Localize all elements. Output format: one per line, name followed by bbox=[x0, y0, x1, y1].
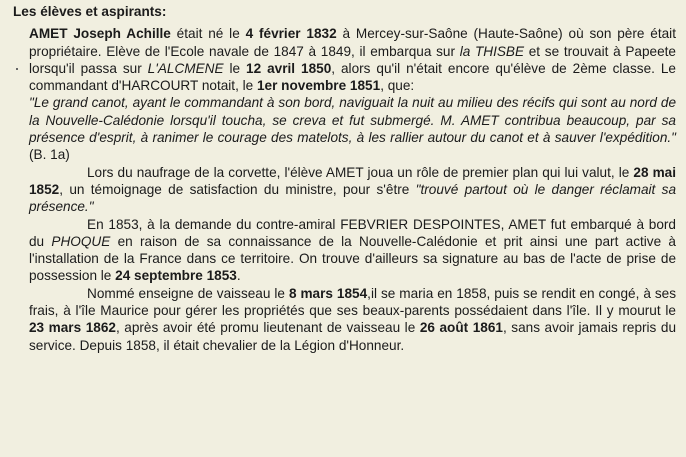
date: 12 avril 1850 bbox=[246, 60, 332, 76]
ship-name: PHOQUE bbox=[51, 233, 111, 249]
person-name: AMET Joseph Achille bbox=[29, 26, 171, 42]
text-run: ,il se maria en 1858, puis se rendit en congé, à ses frais, à l'île Maurice pour gérer les propriétés que ses beaux-parents possédaient dans l'île. Il y mourut le bbox=[29, 285, 677, 319]
text-run: , que: bbox=[380, 78, 415, 94]
paragraph-1 bbox=[29, 25, 676, 163]
date: 26 août 1861 bbox=[419, 320, 503, 336]
date: 1er novembre 1851 bbox=[257, 78, 381, 94]
quotation: "trouvé partout où le danger réclamait sa présence." bbox=[29, 181, 677, 215]
date: 28 mai 1852 bbox=[29, 164, 677, 197]
paragraph-4 bbox=[29, 285, 676, 354]
section-heading: Les élèves et aspirants: bbox=[13, 4, 167, 19]
reference: (B. 1a) bbox=[29, 147, 70, 163]
ship-name: L'ALCMENE bbox=[147, 60, 224, 76]
text-run: et se trouvait à Papeete lorsqu'il passa sur bbox=[29, 43, 676, 76]
text-run: en raison de sa connaissance de la Nouvelle-Calédonie et prit ainsi une part active à l'installation de la France dans ce territoire. On trouve d'ailleurs sa signature au bas de l'acte de prise de possession le bbox=[29, 233, 676, 284]
text-run: le bbox=[223, 60, 247, 76]
quotation: "Le grand canot, ayant le commandant à son bord, naviguait la nuit au milieu des récifs qui sont au nord de la Nouvelle-Calédonie lorsqu'il toucha, se creva et fut submergé. M. AMET contribua beaucoup, par sa présence d'esprit, à ranimer le courage des matelots, à les rallier autour du canot et à sauver l'expédition." bbox=[29, 95, 676, 146]
paragraph-3 bbox=[29, 216, 676, 285]
date: 8 mars 1854 bbox=[288, 285, 368, 301]
text-run: , sans avoir jamais repris du service. Depuis 1858, il était chevalier de la Légion d'Honneur. bbox=[29, 320, 677, 353]
text-run: . bbox=[236, 268, 241, 284]
date: 24 septembre 1853 bbox=[115, 268, 237, 284]
text-run: En 1853, à la demande du contre-amiral FEBVRIER DESPOINTES, AMET fut embarqué à bord du bbox=[29, 216, 676, 249]
paragraph-2 bbox=[29, 164, 676, 216]
text-run: , alors qu'il n'était encore qu'élève de 2ème classe. Le commandant d'HARCOURT notait, le bbox=[29, 60, 676, 94]
text-run: à Mercey-sur-Saône (Haute-Saône) où son père était propriétaire. Elève de l'Ecole navale de 1847 à 1849, il embarqua sur bbox=[29, 26, 676, 59]
ship-name: la THISBE bbox=[459, 43, 525, 59]
margin-mark bbox=[16, 68, 18, 70]
birth-date: 4 février 1832 bbox=[245, 26, 337, 42]
text-run: , après avoir été promu lieutenant de vaisseau le bbox=[115, 320, 420, 336]
date: 23 mars 1862 bbox=[29, 320, 116, 336]
text-run: Lors du naufrage de la corvette, l'élève AMET joua un rôle de premier plan qui lui valut, le bbox=[87, 164, 634, 180]
text-run: Nommé enseigne de vaisseau le bbox=[87, 285, 289, 301]
text-run: , un témoignage de satisfaction du ministre, pour s'être bbox=[59, 181, 416, 197]
text-run: était né le bbox=[170, 26, 246, 42]
